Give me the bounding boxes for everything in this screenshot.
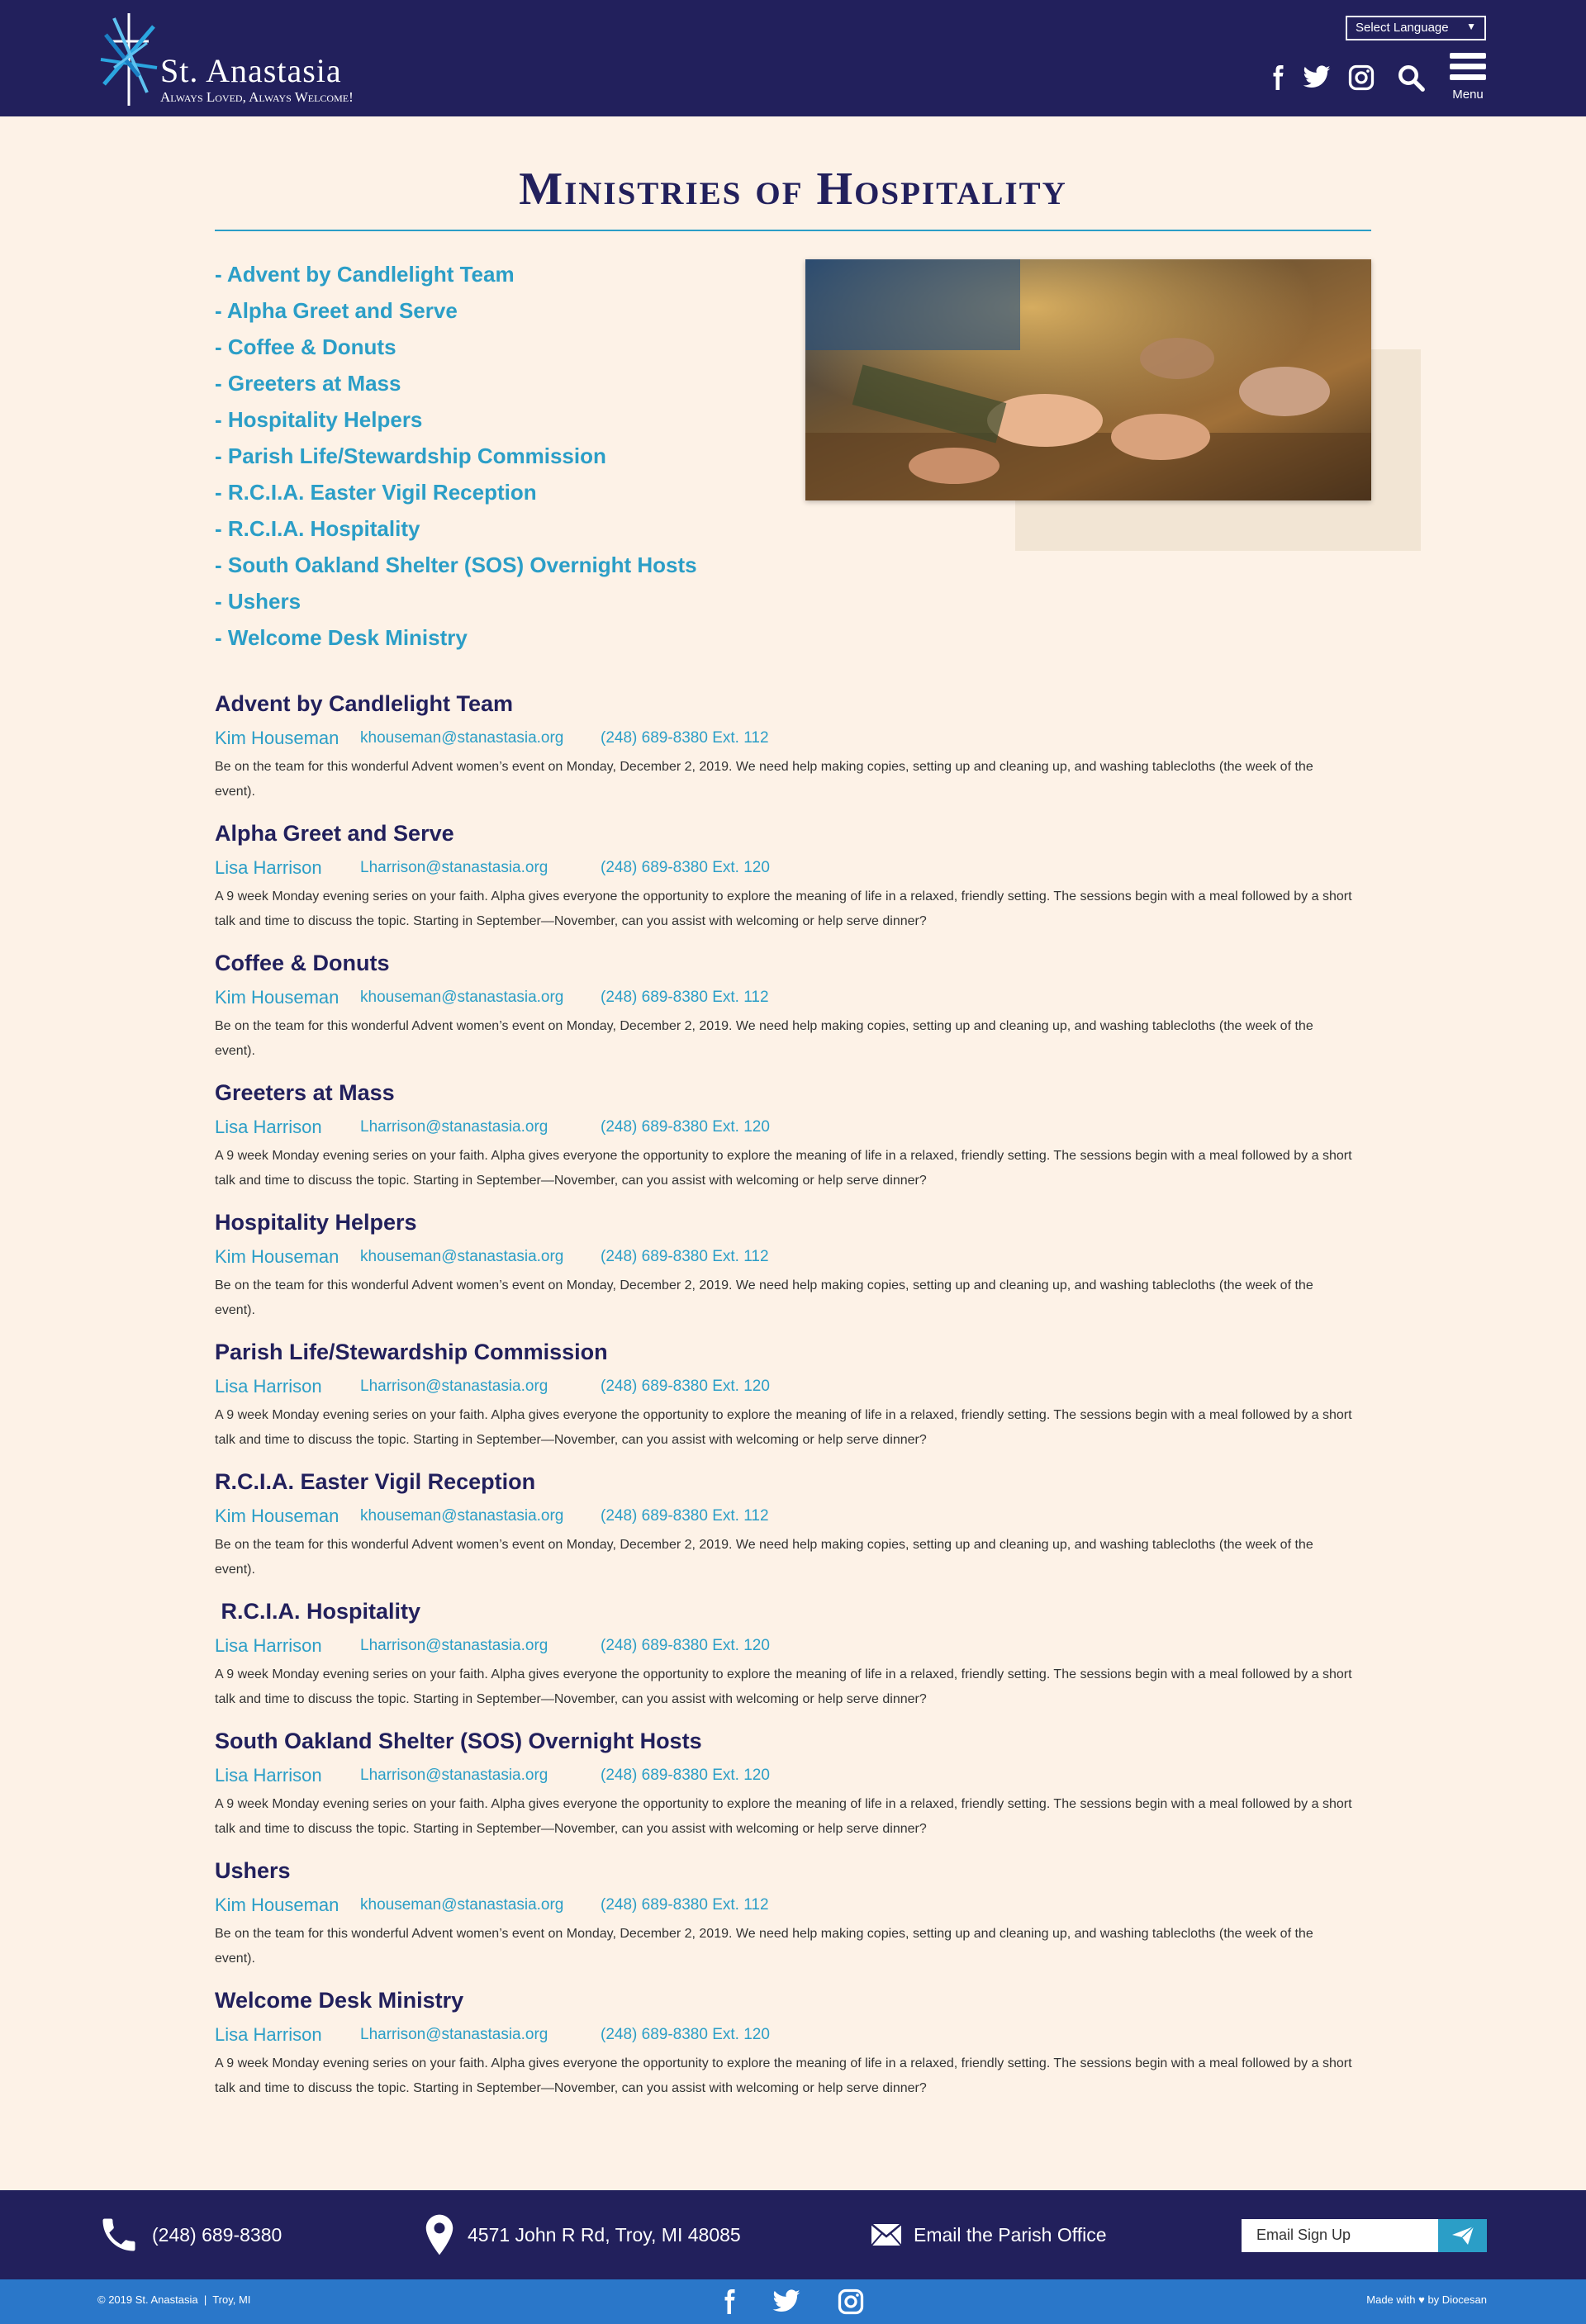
contact-email-link[interactable]: khouseman@stanastasia.org (360, 729, 564, 747)
contact-name: Kim Houseman (215, 1895, 340, 1915)
contact-email-link[interactable]: Lharrison@stanastasia.org (360, 1118, 548, 1136)
contact-row (215, 2018, 1371, 2051)
ministry-title: Welcome Desk Ministry (215, 1988, 464, 2013)
footer-email-office-text: Email the Parish Office (914, 2223, 1107, 2246)
contact-phone-link[interactable]: (248) 689-8380 Ext. 120 (601, 2026, 770, 2043)
facebook-icon[interactable] (714, 2287, 743, 2317)
contact-phone-link[interactable]: (248) 689-8380 Ext. 112 (601, 1896, 769, 1914)
ministry-description: Be on the team for this wonderful Advent women’s event on Monday, December 2, 2019. We need help making copies, setting up and cleaning up, and washing tablecloths (the week of the event). (215, 1019, 1313, 1058)
site-footer (0, 2190, 1586, 2279)
title-divider (215, 230, 1371, 231)
ministry-link[interactable]: - R.C.I.A. Hospitality (215, 516, 420, 541)
ministry-link[interactable]: - Ushers (215, 589, 302, 614)
ministry-section (215, 1593, 1371, 1723)
contact-phone-link[interactable]: (248) 689-8380 Ext. 120 (601, 1378, 770, 1395)
language-select[interactable] (1346, 16, 1486, 40)
contact-name: Lisa Harrison (215, 1117, 322, 1137)
menu-button[interactable] (1447, 51, 1489, 104)
site-logo[interactable] (97, 10, 395, 109)
ministry-section (215, 685, 1371, 815)
contact-name: Lisa Harrison (215, 857, 322, 878)
ministry-description: A 9 week Monday evening series on your faith. Alpha gives everyone the opportunity to explore the meaning of life in a relaxed, friendly setting. The sessions begin with a meal followed by a short talk and time to discuss the topic. Starting in September—November, can you assist with welcoming or help serve dinner? (215, 889, 1352, 928)
ministry-description: A 9 week Monday evening series on your faith. Alpha gives everyone the opportunity to explore the meaning of life in a relaxed, friendly setting. The sessions begin with a meal followed by a short talk and time to discuss the topic. Starting in September—November, can you assist with welcoming or help serve dinner? (215, 1408, 1352, 1447)
ministry-link[interactable]: - Coffee & Donuts (215, 334, 396, 359)
twitter-icon[interactable] (1302, 63, 1332, 92)
ministry-section (215, 1074, 1371, 1204)
ministry-title: R.C.I.A. Easter Vigil Reception (215, 1469, 536, 1494)
ministry-section (215, 1852, 1371, 1982)
instagram-icon[interactable] (836, 2287, 866, 2317)
contact-phone-link[interactable]: (248) 689-8380 Ext. 120 (601, 1118, 770, 1136)
ministry-section (215, 1204, 1371, 1334)
ministry-title: Coffee & Donuts (215, 951, 390, 975)
ministry-section (215, 1463, 1371, 1593)
copyright: © 2019 St. Anastasia | Troy, MI (97, 2293, 251, 2306)
ministry-description: A 9 week Monday evening series on your faith. Alpha gives everyone the opportunity to explore the meaning of life in a relaxed, friendly setting. The sessions begin with a meal followed by a short talk and time to discuss the topic. Starting in September—November, can you assist with welcoming or help serve dinner? (215, 1667, 1352, 1706)
ministry-title: Ushers (215, 1858, 291, 1883)
footer-phone-text: (248) 689-8380 (152, 2223, 283, 2246)
contact-email-link[interactable]: Lharrison@stanastasia.org (360, 859, 548, 876)
contact-name: Kim Houseman (215, 1246, 340, 1267)
contact-name: Lisa Harrison (215, 1376, 322, 1397)
search-icon[interactable] (1396, 63, 1426, 92)
contact-row (215, 1759, 1371, 1792)
ministry-title: R.C.I.A. Hospitality (215, 1599, 421, 1624)
ministry-section (215, 1334, 1371, 1463)
ministry-link[interactable]: - Alpha Greet and Serve (215, 298, 458, 323)
ministry-link[interactable]: - Advent by Candlelight Team (215, 262, 515, 287)
email-signup-input[interactable]: Email Sign Up (1242, 2219, 1438, 2252)
menu-icon-bar (1450, 74, 1486, 80)
map-pin-icon (423, 2213, 456, 2256)
menu-icon-bar (1450, 64, 1486, 69)
contact-phone-link[interactable]: (248) 689-8380 Ext. 120 (601, 1767, 770, 1784)
contact-email-link[interactable]: Lharrison@stanastasia.org (360, 2026, 548, 2043)
facebook-icon[interactable] (1262, 63, 1292, 92)
contact-email-link[interactable]: Lharrison@stanastasia.org (360, 1767, 548, 1784)
ministry-link[interactable]: - Welcome Desk Ministry (215, 625, 468, 650)
contact-name: Kim Houseman (215, 987, 340, 1008)
contact-row (215, 1240, 1371, 1273)
ministry-section (215, 945, 1371, 1074)
ministry-description: A 9 week Monday evening series on your faith. Alpha gives everyone the opportunity to explore the meaning of life in a relaxed, friendly setting. The sessions begin with a meal followed by a short talk and time to discuss the topic. Starting in September—November, can you assist with welcoming or help serve dinner? (215, 2056, 1352, 2095)
ministry-details (215, 685, 1371, 2112)
contact-name: Kim Houseman (215, 728, 340, 748)
twitter-icon[interactable] (772, 2287, 801, 2317)
ministry-link[interactable]: - Greeters at Mass (215, 371, 401, 396)
ministry-link[interactable]: - R.C.I.A. Easter Vigil Reception (215, 480, 537, 505)
contact-row (215, 981, 1371, 1014)
contact-phone-link[interactable]: (248) 689-8380 Ext. 120 (601, 859, 770, 876)
send-icon (1451, 2226, 1474, 2246)
logo-tagline: Always Loved, Always Welcome! (160, 89, 354, 105)
contact-phone-link[interactable]: (248) 689-8380 Ext. 112 (601, 729, 769, 747)
contact-email-link[interactable]: khouseman@stanastasia.org (360, 989, 564, 1006)
ministry-title: South Oakland Shelter (SOS) Overnight Hosts (215, 1729, 702, 1753)
contact-row (215, 1111, 1371, 1144)
ministry-link[interactable]: - Parish Life/Stewardship Commission (215, 443, 606, 468)
contact-name: Lisa Harrison (215, 1765, 322, 1786)
email-signup-submit-button[interactable] (1438, 2219, 1487, 2252)
cross-logo-icon (97, 10, 160, 109)
contact-email-link[interactable]: Lharrison@stanastasia.org (360, 1637, 548, 1654)
contact-phone-link[interactable]: (248) 689-8380 Ext. 120 (601, 1637, 770, 1654)
sub-footer (0, 2279, 1586, 2324)
menu-icon (1450, 53, 1486, 59)
ministry-description: Be on the team for this wonderful Advent women’s event on Monday, December 2, 2019. We need help making copies, setting up and cleaning up, and washing tablecloths (the week of the event). (215, 760, 1313, 799)
ministry-section (215, 815, 1371, 945)
site-header (0, 0, 1586, 116)
contact-row (215, 1500, 1371, 1533)
ministry-description: Be on the team for this wonderful Advent women’s event on Monday, December 2, 2019. We need help making copies, setting up and cleaning up, and washing tablecloths (the week of the event). (215, 1927, 1313, 1966)
footer-address-text: 4571 John R Rd, Troy, MI 48085 (468, 2223, 741, 2246)
footer-email-office[interactable] (871, 2190, 1107, 2279)
contact-row (215, 722, 1371, 755)
phone-icon (97, 2213, 140, 2256)
ministry-link[interactable]: - Hospitality Helpers (215, 407, 423, 432)
logo-name: St. Anastasia (160, 52, 342, 89)
ministry-description: A 9 week Monday evening series on your faith. Alpha gives everyone the opportunity to explore the meaning of life in a relaxed, friendly setting. The sessions begin with a meal followed by a short talk and time to discuss the topic. Starting in September—November, can you assist with welcoming or help serve dinner? (215, 1149, 1352, 1188)
instagram-icon[interactable] (1346, 63, 1376, 92)
contact-name: Kim Houseman (215, 1506, 340, 1526)
contact-row (215, 851, 1371, 885)
ministry-description: Be on the team for this wonderful Advent women’s event on Monday, December 2, 2019. We need help making copies, setting up and cleaning up, and washing tablecloths (the week of the event). (215, 1538, 1313, 1577)
contact-name: Lisa Harrison (215, 1635, 322, 1656)
ministry-title: Greeters at Mass (215, 1080, 395, 1105)
ministry-title: Alpha Greet and Serve (215, 821, 454, 846)
ministry-title: Parish Life/Stewardship Commission (215, 1340, 608, 1364)
ministry-section (215, 1982, 1371, 2112)
page-title: Ministries of Hospitality (519, 164, 1067, 215)
envelope-icon (871, 2223, 902, 2246)
contact-email-link[interactable]: khouseman@stanastasia.org (360, 1896, 564, 1914)
language-select-label: Select Language (1356, 21, 1449, 35)
contact-phone-link[interactable]: (248) 689-8380 Ext. 112 (601, 989, 769, 1006)
ministry-description: Be on the team for this wonderful Advent women’s event on Monday, December 2, 2019. We need help making copies, setting up and cleaning up, and washing tablecloths (the week of the event). (215, 1278, 1313, 1317)
contact-email-link[interactable]: khouseman@stanastasia.org (360, 1248, 564, 1265)
contact-phone-link[interactable]: (248) 689-8380 Ext. 112 (601, 1248, 769, 1265)
ministry-section (215, 1723, 1371, 1852)
contact-phone-link[interactable]: (248) 689-8380 Ext. 112 (601, 1507, 769, 1525)
contact-row (215, 1889, 1371, 1922)
made-with-credit[interactable]: Made with ♥ by Diocesan (1366, 2293, 1487, 2306)
contact-row (215, 1370, 1371, 1403)
footer-phone[interactable] (97, 2190, 282, 2279)
ministry-description: A 9 week Monday evening series on your faith. Alpha gives everyone the opportunity to explore the meaning of life in a relaxed, friendly setting. The sessions begin with a meal followed by a short talk and time to discuss the topic. Starting in September—November, can you assist with welcoming or help serve dinner? (215, 1797, 1352, 1836)
contact-email-link[interactable]: Lharrison@stanastasia.org (360, 1378, 548, 1395)
footer-address[interactable] (423, 2190, 741, 2279)
ministry-link[interactable]: - South Oakland Shelter (SOS) Overnight Hosts (215, 553, 697, 577)
contact-name: Lisa Harrison (215, 2024, 322, 2045)
ministry-link-list (215, 256, 793, 656)
menu-label: Menu (1452, 88, 1484, 102)
contact-row (215, 1629, 1371, 1662)
praying-hands-photo (805, 259, 1371, 500)
contact-email-link[interactable]: khouseman@stanastasia.org (360, 1507, 564, 1525)
ministry-title: Hospitality Helpers (215, 1210, 417, 1235)
ministry-title: Advent by Candlelight Team (215, 691, 514, 716)
chevron-down-icon: ▼ (1466, 21, 1476, 32)
